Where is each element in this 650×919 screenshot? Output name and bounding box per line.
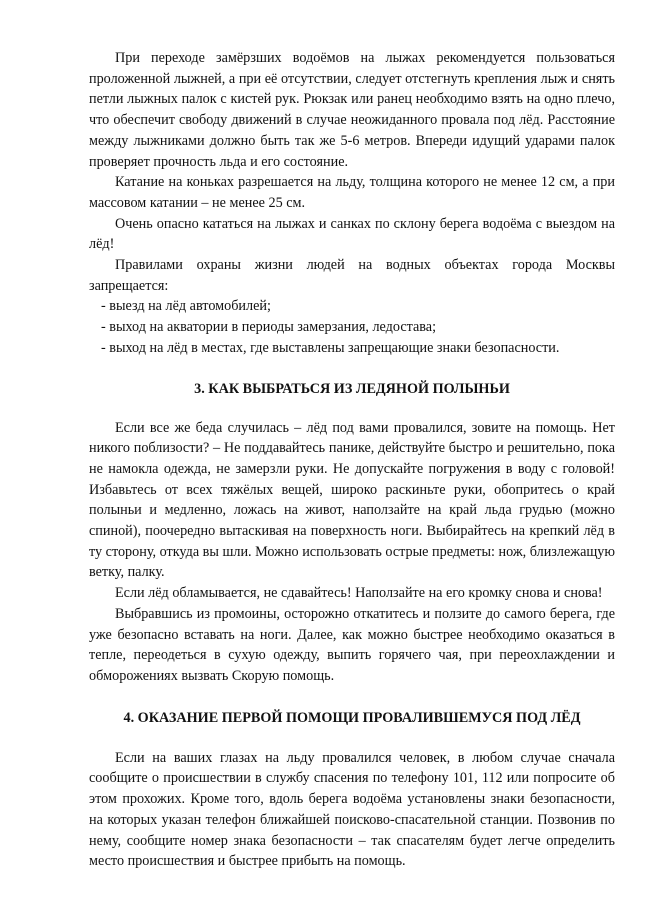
list-item: - выход на акватории в периоды замерзания, ледостава; bbox=[101, 319, 437, 336]
section-3-heading: 3. КАК ВЫБРАТЬСЯ ИЗ ЛЕДЯНОЙ ПОЛЫНЬИ bbox=[194, 380, 510, 397]
list-item: - выход на лёд в местах, где выставлены запрещающие знаки безопасности. bbox=[101, 339, 560, 356]
intro-paragraph-slopes: Очень опасно кататься на лыжах и санках по склону берега водоёма с выездом на лёд! bbox=[89, 215, 615, 253]
section-3-paragraph-after: Выбравшись из промоины, осторожно откатитесь и ползите до самого берега, где уже безопасно вставать на ноги. Далее, как можно быстрее необходимо оказаться в тепле, переодеться в сухую одежду, выпить горячего чая, при переохлаждении и обморожениях вызвать Скорую помощь. bbox=[89, 605, 615, 684]
intro-paragraph-skiing: При переходе замёрзших водоёмов на лыжах рекомендуется пользоваться проложенной лыжней, а при её отсутствии, следует отстегнуть крепления лыж и снять петли лыжных палок с кистей рук. Рюкзак или ранец необходимо взять на одно плечо, что обеспечит свободу движений в случае неожиданного провала под лёд. Расстояние между лыжниками должно быть так же 5-6 метров. Впереди идущий ударами палок проверяет прочность льда и его состояние. bbox=[89, 50, 615, 170]
section-3-paragraph-ice-breaks: Если лёд обламывается, не сдавайтесь! Наползайте на его кромку снова и снова! bbox=[115, 585, 603, 602]
list-item: - выезд на лёд автомобилей; bbox=[101, 298, 271, 315]
intro-paragraph-skating: Катание на коньках разрешается на льду, толщина которого не менее 12 см, а при массовом катании – не менее 25 см. bbox=[89, 174, 615, 211]
section-4-paragraph-first-aid: Если на ваших глазах на льду провалился человек, в любом случае сначала сообщите о происшествии в службу спасения по телефону 101, 112 или попросите об этом прохожих. Кроме того, вдоль берега водоёма установлены знаки безопасности, на которых указан телефон ближайшей поисково-спасательной станции. Позвонив по нему, сообщите номер знака безопасности – так спасателям будет легче определить место происшествия и быстрее прибыть на помощь. bbox=[89, 749, 615, 870]
document-body bbox=[89, 48, 615, 872]
intro-paragraph-rules: Правилами охраны жизни людей на водных объектах города Москвы запрещается: bbox=[89, 257, 615, 294]
prohibitions-list bbox=[89, 296, 615, 358]
section-4-heading: 4. ОКАЗАНИЕ ПЕРВОЙ ПОМОЩИ ПРОВАЛИВШЕМУСЯ ПОД ЛЁД bbox=[123, 709, 581, 726]
section-3-paragraph-escape: Если все же беда случилась – лёд под вами провалился, зовите на помощь. Нет никого поблизости? – Не поддавайтесь панике, действуйте быстро и решительно, пока не намокла одежда, не замерзли руки. Не допускайте погружения в воду с головой! Избавьтесь от всех тяжёлых вещей, широко раскиньте руки, обопритесь о край полыньи и медленно, ложась на живот, наползайте на край льда грудью (можно спиной), поочередно вытаскивая на поверхность ноги. Выбирайтесь на крепкий лёд в ту сторону, откуда вы шли. Можно использовать острые предметы: нож, близлежащую ветку, палку. bbox=[89, 419, 615, 581]
